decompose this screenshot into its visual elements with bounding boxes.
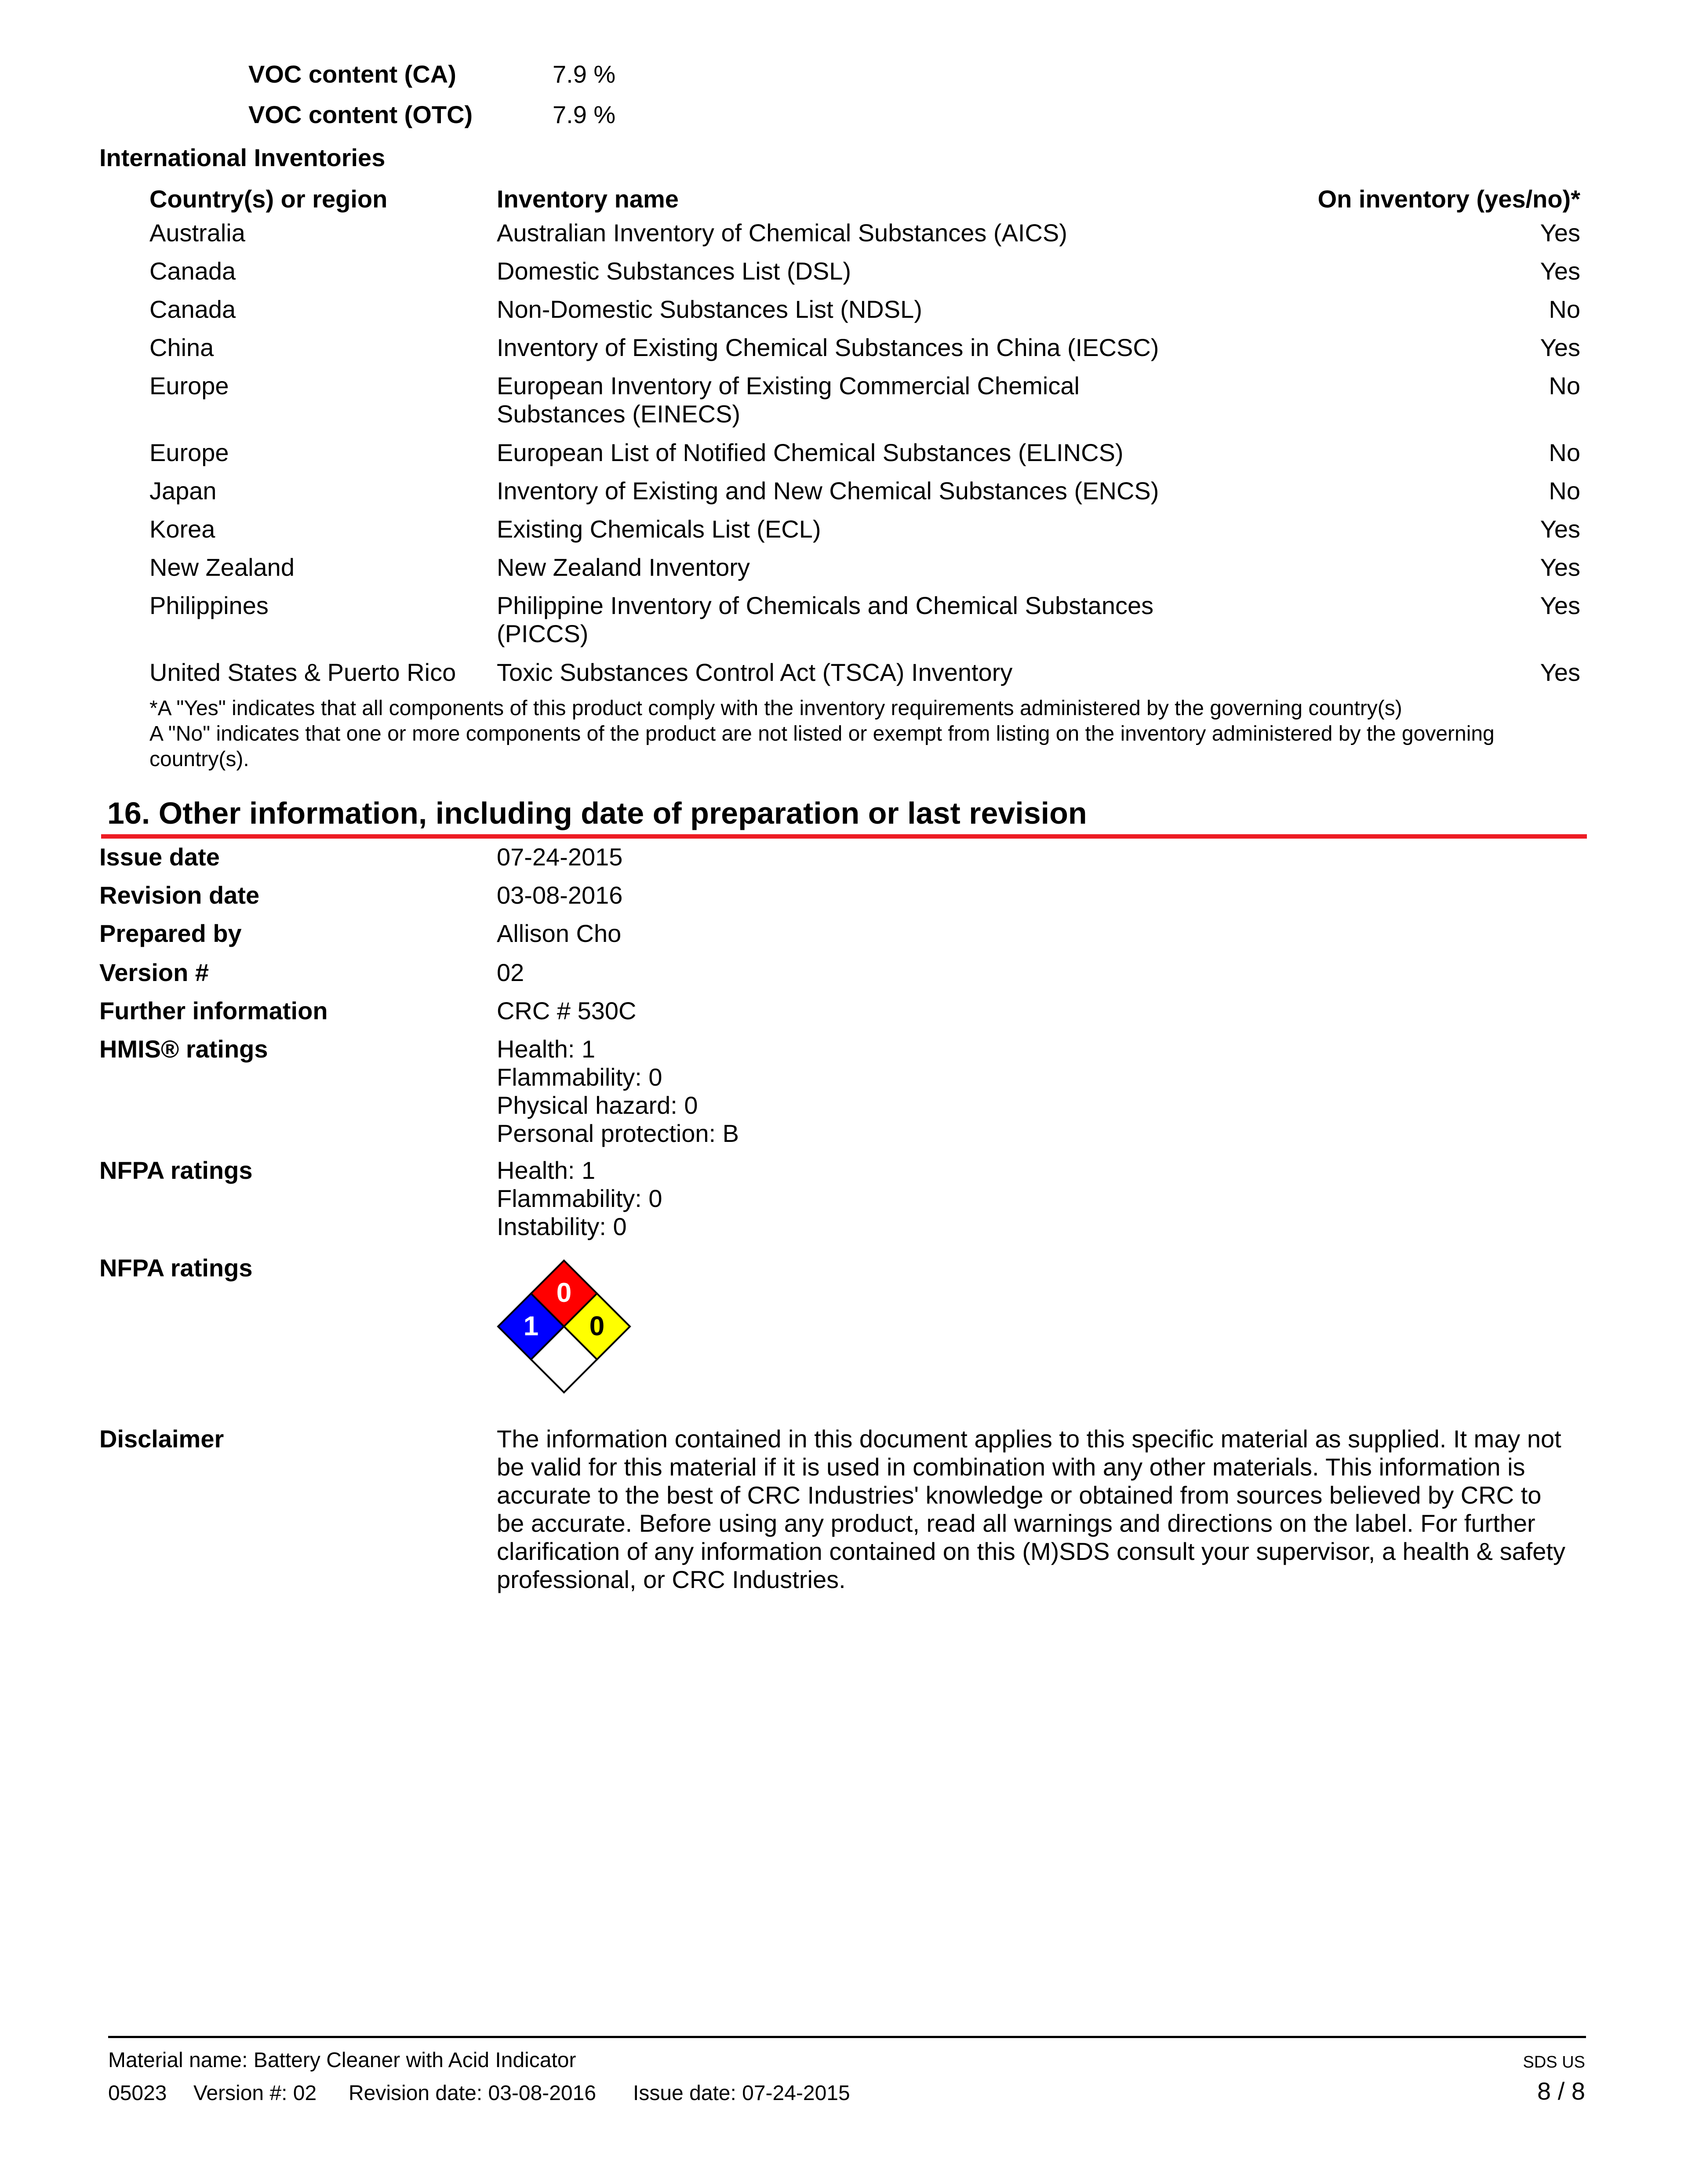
disclaimer-line: be valid for this material if it is used in combination with any other materials. This information is — [497, 1453, 1525, 1481]
nfpa-instability: Instability: 0 — [497, 1213, 627, 1240]
inventory-status: Yes — [1540, 219, 1580, 247]
footer-issue-date: Issue date: 07-24-2015 — [633, 2082, 850, 2105]
inventory-note-yes: *A "Yes" indicates that all components of this product comply with the inventory requirements administered by the governing country(s) — [149, 697, 1402, 720]
disclaimer-line: The information contained in this document applies to this specific material as supplied. It may not — [497, 1425, 1561, 1453]
nfpa-ratings-label: NFPA ratings — [99, 1156, 253, 1184]
inventories-title: International Inventories — [99, 144, 386, 171]
inventory-country: Europe — [149, 439, 229, 466]
inventory-country: Japan — [149, 477, 217, 505]
inventory-country: Korea — [149, 515, 215, 543]
inventory-name: European List of Notified Chemical Substances (ELINCS) — [497, 439, 1124, 466]
section-divider — [101, 834, 1587, 839]
inventory-country: Canada — [149, 257, 236, 285]
revision-date-label: Revision date — [99, 881, 260, 909]
inventory-status: Yes — [1540, 257, 1580, 285]
inventory-country: United States & Puerto Rico — [149, 658, 456, 686]
version-label: Version # — [99, 959, 209, 986]
voc-ca-label: VOC content (CA) — [248, 60, 456, 88]
inventory-name: Australian Inventory of Chemical Substances (AICS) — [497, 219, 1067, 247]
hmis-personal-protection: Personal protection: B — [497, 1119, 739, 1147]
inventory-status: Yes — [1540, 658, 1580, 686]
inventory-name: Existing Chemicals List (ECL) — [497, 515, 821, 543]
inventory-name-continued: Substances (EINECS) — [497, 400, 740, 428]
inventory-name: Inventory of Existing and New Chemical Substances (ENCS) — [497, 477, 1159, 505]
inventory-name: Domestic Substances List (DSL) — [497, 257, 851, 285]
inventory-status: No — [1549, 295, 1580, 323]
hmis-ratings-label: HMIS® ratings — [99, 1035, 268, 1063]
inventory-status: No — [1549, 477, 1580, 505]
prepared-by-value: Allison Cho — [497, 919, 622, 947]
inventory-status: No — [1549, 372, 1580, 400]
inventory-name: European Inventory of Existing Commercial Chemical — [497, 372, 1080, 400]
nfpa-diamond-label: NFPA ratings — [99, 1254, 253, 1282]
hmis-physical-hazard: Physical hazard: 0 — [497, 1091, 698, 1119]
prepared-by-label: Prepared by — [99, 919, 242, 947]
further-information-value: CRC # 530C — [497, 997, 637, 1025]
hmis-flammability: Flammability: 0 — [497, 1063, 662, 1091]
further-information-label: Further information — [99, 997, 328, 1025]
footer-revision-date: Revision date: 03-08-2016 — [349, 2082, 597, 2105]
inventory-name: Toxic Substances Control Act (TSCA) Inventory — [497, 658, 1013, 686]
section-16-title: 16. Other information, including date of preparation or last revision — [107, 796, 1087, 830]
nfpa-flammability: Flammability: 0 — [497, 1185, 662, 1212]
inventory-name: Philippine Inventory of Chemicals and Chemical Substances — [497, 592, 1154, 619]
footer-page-number: 8 / 8 — [1537, 2077, 1585, 2105]
inventory-note-no-continued: country(s). — [149, 748, 249, 771]
nfpa-flammability-value: 0 — [556, 1278, 572, 1308]
inventory-header-country: Country(s) or region — [149, 185, 388, 213]
issue-date-label: Issue date — [99, 843, 220, 871]
disclaimer-line: clarification of any information contained on this (M)SDS consult your supervisor, a health & safety — [497, 1537, 1565, 1565]
disclaimer-line: be accurate. Before using any product, read all warnings and directions on the label. For further — [497, 1509, 1535, 1537]
inventory-name: New Zealand Inventory — [497, 553, 750, 581]
disclaimer-line: professional, or CRC Industries. — [497, 1566, 846, 1593]
hmis-health: Health: 1 — [497, 1035, 596, 1063]
inventory-country: Philippines — [149, 592, 269, 619]
inventory-status: Yes — [1540, 515, 1580, 543]
inventory-country: Australia — [149, 219, 245, 247]
voc-otc-value: 7.9 % — [553, 101, 616, 128]
inventory-country: China — [149, 334, 214, 361]
inventory-country: Europe — [149, 372, 229, 400]
inventory-country: New Zealand — [149, 553, 295, 581]
voc-otc-label: VOC content (OTC) — [248, 101, 473, 128]
disclaimer-line: accurate to the best of CRC Industries' knowledge or obtained from sources believed by CRC to — [497, 1481, 1542, 1509]
nfpa-instability-value: 0 — [589, 1311, 605, 1341]
inventory-name: Inventory of Existing Chemical Substances in China (IECSC) — [497, 334, 1159, 361]
footer-sds-us: SDS US — [1523, 2053, 1585, 2071]
issue-date-value: 07-24-2015 — [497, 843, 623, 871]
nfpa-diamond — [496, 1258, 632, 1394]
nfpa-health-value: 1 — [523, 1311, 539, 1341]
inventory-status: Yes — [1540, 334, 1580, 361]
inventory-status: No — [1549, 439, 1580, 466]
inventory-country: Canada — [149, 295, 236, 323]
inventory-header-on: On inventory (yes/no)* — [1317, 185, 1580, 213]
disclaimer-label: Disclaimer — [99, 1425, 224, 1453]
revision-date-value: 03-08-2016 — [497, 881, 623, 909]
voc-ca-value: 7.9 % — [553, 60, 616, 88]
inventory-status: Yes — [1540, 592, 1580, 619]
footer-product-code: 05023 — [108, 2082, 167, 2105]
inventory-note-no: A "No" indicates that one or more components of the product are not listed or exempt from listing on the inventory administered by the governing — [149, 722, 1495, 745]
inventory-name-continued: (PICCS) — [497, 620, 589, 647]
version-value: 02 — [497, 959, 524, 986]
footer-material-name: Material name: Battery Cleaner with Acid Indicator — [108, 2049, 576, 2072]
nfpa-health: Health: 1 — [497, 1156, 596, 1184]
footer-version: Version #: 02 — [193, 2082, 317, 2105]
inventory-header-name: Inventory name — [497, 185, 679, 213]
inventory-status: Yes — [1540, 553, 1580, 581]
inventory-name: Non-Domestic Substances List (NDSL) — [497, 295, 922, 323]
footer-divider — [108, 2036, 1586, 2038]
